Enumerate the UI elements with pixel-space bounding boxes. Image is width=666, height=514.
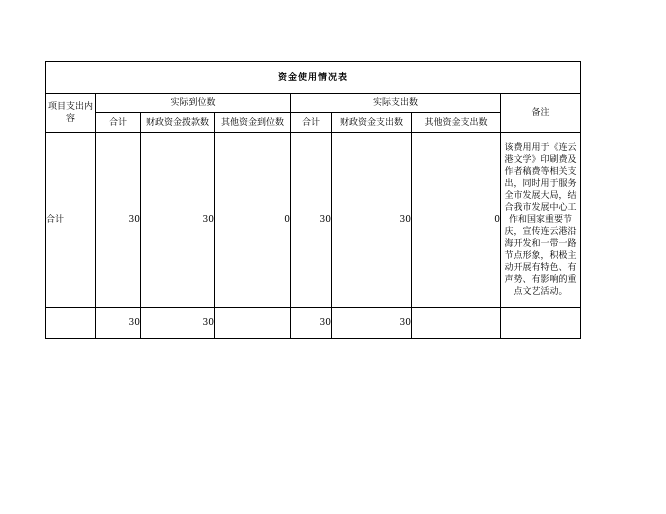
cell-received-fiscal: 30 — [141, 308, 215, 339]
table-row — [46, 133, 581, 308]
cell-item: 合计 — [46, 133, 96, 308]
cell-note — [501, 308, 581, 339]
header-received-total: 合计 — [96, 113, 141, 133]
header-received-other: 其他资金到位数 — [215, 113, 291, 133]
cell-spent-fiscal: 30 — [332, 133, 412, 308]
cell-spent-total: 30 — [291, 308, 332, 339]
header-item: 项目支出内容 — [46, 94, 96, 133]
cell-received-other — [215, 308, 291, 339]
header-received-group: 实际到位数 — [96, 94, 291, 113]
cell-note: 该费用用于《连云港文学》印刷费及作者稿费等相关支出，同时用于服务全市发展大局，结合我市发展中心工作和国家重要节庆，宣传连云港沿海开发和一带一路节点形象，积极主动开展有特色、有声势、有影响的重点文艺活动。 — [501, 133, 581, 308]
cell-received-other: 0 — [215, 133, 291, 308]
page-title: 资金使用情况表 — [46, 62, 581, 94]
cell-received-fiscal: 30 — [141, 133, 215, 308]
cell-spent-fiscal: 30 — [332, 308, 412, 339]
cell-spent-other — [412, 308, 501, 339]
header-spent-other: 其他资金支出数 — [412, 113, 501, 133]
header-spent-total: 合计 — [291, 113, 332, 133]
table-row — [46, 308, 581, 339]
header-note: 备注 — [501, 94, 581, 133]
header-spent-group: 实际支出数 — [291, 94, 501, 113]
cell-spent-total: 30 — [291, 133, 332, 308]
cell-received-total: 30 — [96, 133, 141, 308]
funds-usage-table — [45, 61, 581, 339]
cell-item — [46, 308, 96, 339]
header-received-fiscal: 财政资金拨款数 — [141, 113, 215, 133]
header-spent-fiscal: 财政资金支出数 — [332, 113, 412, 133]
cell-received-total: 30 — [96, 308, 141, 339]
cell-spent-other: 0 — [412, 133, 501, 308]
